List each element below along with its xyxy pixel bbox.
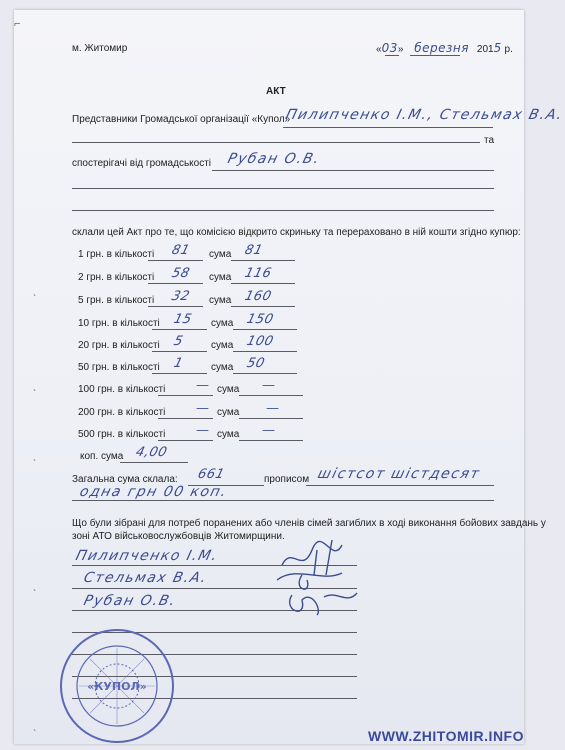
date-month: березня (414, 41, 469, 55)
denomination-count: — (194, 378, 212, 393)
denomination-label: 500 грн. в кількості (78, 429, 166, 440)
signatory-2: Стельмах В.А. (82, 570, 210, 586)
sum-label: сума (209, 295, 232, 306)
denomination-count: 5 (172, 334, 185, 349)
handwritten-signatures (262, 535, 382, 625)
sum-label: сума (217, 384, 240, 395)
denomination-label: 5 грн. в кількості (78, 295, 155, 306)
representatives-suffix: та (484, 135, 495, 146)
denomination-count: 15 (172, 312, 194, 327)
binder-hole-icon: ˎ (33, 450, 37, 462)
denomination-label: 200 грн. в кількості (78, 407, 166, 418)
document-title: АКТ (266, 86, 286, 97)
total-label: Загальна сума склала: (72, 474, 178, 485)
total-words-line1: шістсот шістдесят (316, 466, 483, 482)
denomination-label: 10 грн. в кількості (78, 318, 160, 329)
sum-label: сума (209, 249, 232, 260)
sum-label: сума (217, 429, 240, 440)
corner-mark-icon: ⌐ (14, 18, 21, 30)
denomination-label: 50 грн. в кількості (78, 362, 160, 373)
denomination-sum: — (260, 423, 278, 438)
denomination-count: 81 (170, 243, 192, 258)
date-close-quote: » (397, 44, 404, 55)
observers-names: Рубан О.В. (226, 151, 323, 167)
denomination-sum: — (260, 378, 278, 393)
denomination-count: — (194, 401, 212, 416)
coins-value: 4,00 (134, 445, 169, 460)
signatory-3: Рубан О.В. (82, 593, 179, 609)
date-open-quote: « (376, 44, 382, 55)
denomination-sum: — (264, 401, 282, 416)
observers-label: спостерігачі від громадськості (72, 158, 212, 169)
date-year-prefix: 201 (476, 44, 494, 55)
denomination-sum: 81 (243, 243, 265, 258)
total-words-label: прописом (264, 474, 310, 485)
binder-hole-icon: ˎ (33, 580, 37, 592)
denomination-sum: 150 (245, 312, 276, 327)
purpose-line1: Що були зібрані для потреб поранених або членів сімей загиблих в ході виконання бойових завдань у (72, 518, 546, 529)
denomination-label: 100 грн. в кількості (78, 384, 166, 395)
denomination-label: 20 грн. в кількості (78, 340, 160, 351)
denomination-count: 1 (172, 356, 185, 371)
denomination-label: 1 грн. в кількості (78, 249, 155, 260)
denomination-count: — (194, 423, 212, 438)
denomination-label: 2 грн. в кількості (78, 272, 155, 283)
watermark: WWW.ZHITOMIR.INFO (368, 728, 524, 744)
denomination-sum: 50 (245, 356, 267, 371)
coins-label: коп. сума (80, 451, 124, 462)
stamp-center-text: «КУПОЛ» (87, 680, 147, 693)
signatory-1: Пилипченко І.М. (74, 548, 220, 564)
sum-label: сума (209, 272, 232, 283)
denomination-count: 32 (170, 289, 192, 304)
date-block (376, 41, 513, 55)
denomination-sum: 160 (243, 289, 274, 304)
organization-stamp (57, 626, 177, 746)
purpose-line2: зоні АТО військовослужбовців Житомирщини. (72, 531, 285, 542)
binder-hole-icon: ˎ (33, 720, 37, 732)
date-year-suffix: 5 (493, 41, 502, 55)
representatives-label: Представники Громадської організації «Купол» (72, 114, 291, 125)
date-year-end: р. (504, 44, 513, 55)
denomination-sum: 116 (243, 266, 274, 281)
binder-hole-icon: ˎ (33, 285, 37, 297)
total-words-line2: одна грн 00 коп. (78, 484, 230, 500)
statement: склали цей Акт про те, що комісією відкрито скриньку та перераховано в ній кошти згідно купюр: (72, 227, 521, 238)
denomination-sum: 100 (245, 334, 276, 349)
total-value: 661 (196, 467, 227, 482)
sum-label: сума (211, 318, 234, 329)
sum-label: сума (217, 407, 240, 418)
representatives-names: Пилипченко І.М., Стельмах В.А. (284, 107, 565, 123)
date-day: 03 (381, 41, 398, 55)
sum-label: сума (211, 340, 234, 351)
binder-hole-icon: ˎ (33, 380, 37, 392)
denomination-count: 58 (170, 266, 192, 281)
city: м. Житомир (72, 43, 128, 54)
sum-label: сума (211, 362, 234, 373)
